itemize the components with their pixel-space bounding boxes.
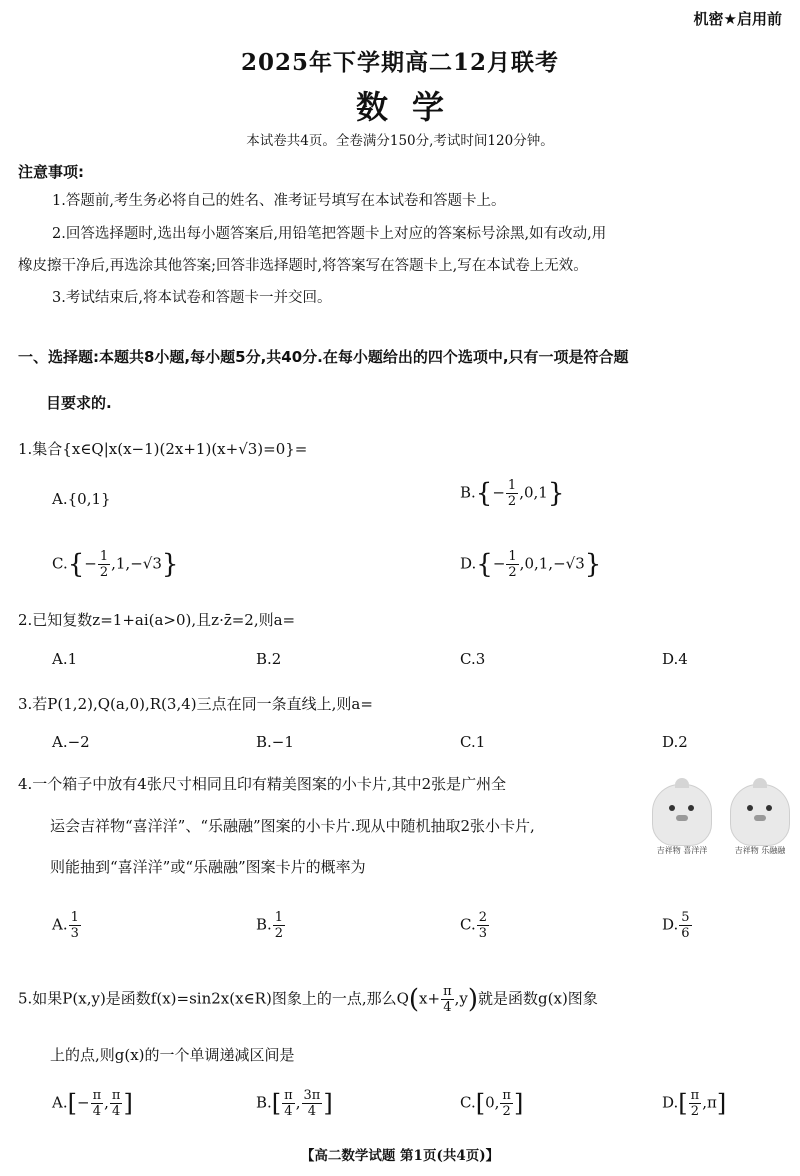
q2-option-b: B.2 xyxy=(256,650,282,668)
q3-option-b: B.−1 xyxy=(256,733,294,751)
q3-option-a: A.−2 xyxy=(52,733,90,751)
q4-option-b: B. $\frac{1}{2}$ xyxy=(256,910,284,941)
subject-title: 数学 xyxy=(355,88,468,126)
q1-stem: 1.集合{x∈Q|x(x−1)(2x+1)(x+√3)=0}= xyxy=(18,440,308,458)
notice-title: 注意事项: xyxy=(18,163,84,181)
q1-option-b: B.{− $\frac{1}{2}$ ,0,1} xyxy=(460,478,565,509)
confidential-label: 机密★启用前 xyxy=(693,10,782,28)
q3-stem: 3.若P(1,2),Q(a,0),R(3,4)三点在同一条直线上,则a= xyxy=(18,695,373,713)
q5-option-a: A.[− $\frac{\pi}{4}$ , $\frac{\pi}{4}$ ] xyxy=(52,1088,133,1119)
q1-option-d: D.{− $\frac{1}{2}$ ,0,1,−√3} xyxy=(460,549,602,580)
mascot-xiyangyang-icon xyxy=(652,784,712,846)
q4-stem-line2: 运会吉祥物“喜洋洋”、“乐融融”图案的小卡片.现从中随机抽取2张小卡片, xyxy=(50,817,535,835)
q1-option-a: A.{0,1} xyxy=(52,490,111,508)
q3-option-d: D.2 xyxy=(662,733,688,751)
section-heading-cont: 目要求的. xyxy=(46,394,112,412)
mascot-xiyangyang-caption: 吉祥物 喜洋洋 xyxy=(656,846,708,855)
q1-option-c: C.{− $\frac{1}{2}$ ,1,−√3} xyxy=(52,549,179,580)
q5-stem-line1: 5.如果P(x,y)是函数f(x)=sin2x(x∈R)图象上的一点,那么Q(x+ $\frac{\pi}{4}$ ,y)就是函数g(x)图象 xyxy=(18,984,598,1015)
section-heading: 一、选择题:本题共8小题,每小题5分,共40分.在每小题给出的四个选项中,只有一项是符合题 xyxy=(18,348,629,366)
page-footer: 【高二数学试题 第1页(共4页)】 xyxy=(300,1148,500,1164)
q5-option-d: D.[ $\frac{\pi}{2}$ ,π] xyxy=(662,1088,727,1119)
exam-info: 本试卷共4页。全卷满分150分,考试时间120分钟。 xyxy=(246,133,554,149)
q4-option-d: D. $\frac{5}{6}$ xyxy=(662,910,690,941)
q2-option-a: A.1 xyxy=(52,650,78,668)
mascot-lerongrong-icon xyxy=(730,784,790,846)
q2-option-c: C.3 xyxy=(460,650,486,668)
mascot-lerongrong-image xyxy=(730,784,790,856)
q3-option-c: C.1 xyxy=(460,733,486,751)
q5-option-c: C.[0, $\frac{\pi}{2}$ ] xyxy=(460,1088,524,1119)
q4-option-a: A. $\frac{1}{3}$ xyxy=(52,910,79,941)
q4-option-c: C. $\frac{2}{3}$ xyxy=(460,910,487,941)
mascot-lerongrong-caption: 吉祥物 乐融融 xyxy=(734,846,786,855)
q4-stem-line3: 则能抽到“喜洋洋”或“乐融融”图案卡片的概率为 xyxy=(50,858,366,876)
notice-item-1: 1.答题前,考生务必将自己的姓名、准考证号填写在本试卷和答题卡上。 xyxy=(52,193,506,209)
exam-title: 2025年下学期高二12月联考 xyxy=(240,49,560,76)
q4-stem-line1: 4.一个箱子中放有4张尺寸相同且印有精美图案的小卡片,其中2张是广州全 xyxy=(18,775,507,793)
notice-item-2-cont: 橡皮擦干净后,再选涂其他答案;回答非选择题时,将答案写在答题卡上,写在本试卷上无效。 xyxy=(18,258,588,274)
q5-stem-line2: 上的点,则g(x)的一个单调递减区间是 xyxy=(50,1046,295,1064)
notice-item-2: 2.回答选择题时,选出每小题答案后,用铅笔把答题卡上对应的答案标号涂黑,如有改动,用 xyxy=(52,226,607,242)
q2-stem: 2.已知复数z=1+ai(a>0),且z·z̄=2,则a= xyxy=(18,611,296,629)
q2-option-d: D.4 xyxy=(662,650,688,668)
mascot-xiyangyang-image xyxy=(652,784,712,856)
q5-option-b: B.[ $\frac{\pi}{4}$ , $\frac{3\pi}{4}$ ] xyxy=(256,1088,333,1119)
notice-item-3: 3.考试结束后,将本试卷和答题卡一并交回。 xyxy=(52,290,332,306)
